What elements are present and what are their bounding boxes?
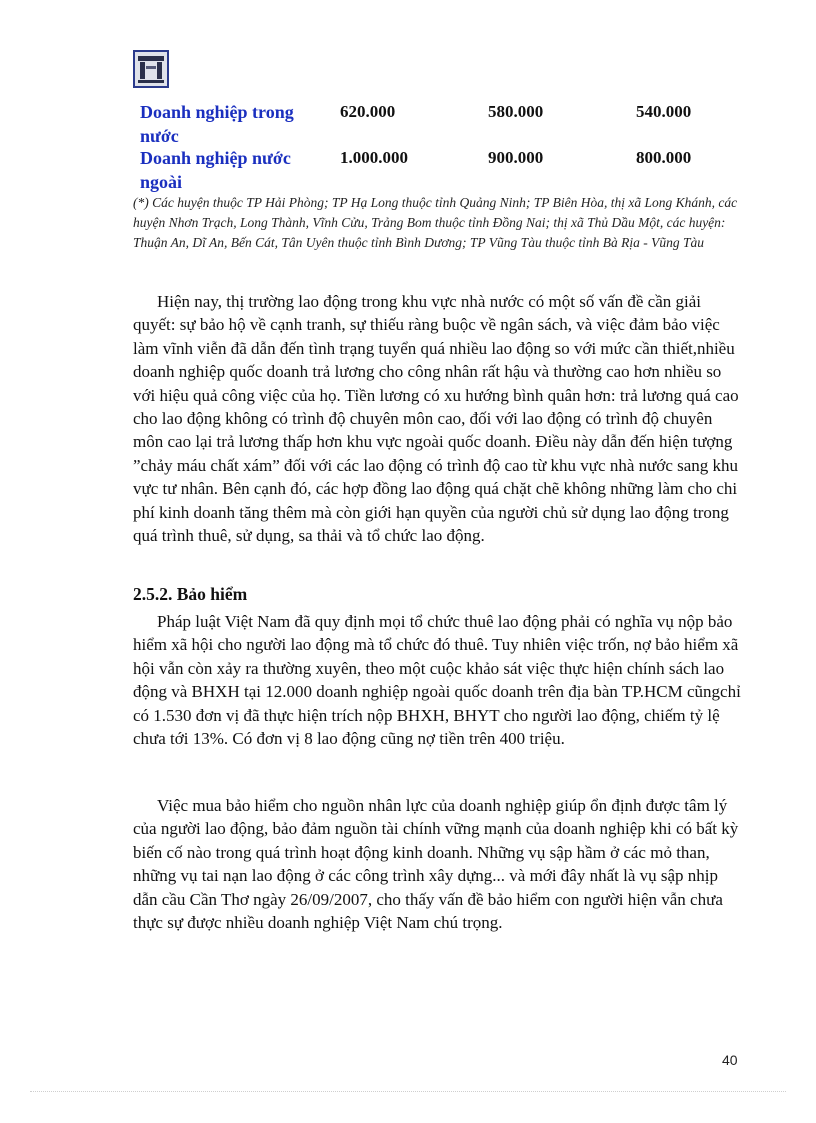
row-value: 800.000 (636, 148, 692, 167)
paragraph: Việc mua bảo hiểm cho nguồn nhân lực của doanh nghiệp giúp ổn định được tâm lý của người lao động, bảo đảm nguồn tài chính vững mạnh của doanh nghiệp khi có bất kỳ biến cố nào trong quá trình hoạt động kinh doanh. Những vụ sập hầm ở các mỏ than, những vụ tai nạn lao động ở các công trình xây dựng... và mới đây nhất là vụ sập nhịp dẫn cầu Cần Thơ ngày 26/09/2007, cho thấy vấn đề bảo hiểm con người hiện vẫn chưa thực sự được nhiều doanh nghiệp Việt Nam chú trọng. (133, 796, 739, 933)
document-logo-icon (133, 50, 169, 88)
page-number: 40 (722, 1052, 738, 1068)
salary-table (140, 100, 760, 192)
table-row (140, 100, 760, 146)
row-value: 1.000.000 (340, 148, 408, 167)
paragraph: Pháp luật Việt Nam đã quy định mọi tổ chức thuê lao động phải có nghĩa vụ nộp bảo hiểm xã hội cho người lao động mà tổ chức đó thuê. Tuy nhiên việc trốn, nợ bảo hiểm xã hội vẫn còn xảy ra thường xuyên, theo một cuộc khảo sát việc thực hiện chính sách lao động và BHXH tại 12.000 doanh nghiệp ngoài quốc doanh trên địa bàn TP.HCM cũngchỉ có 1.530 đơn vị đã thực hiện trích nộp BHXH, BHYT cho người lao động, chiếm tỷ lệ chưa tới 13%. Có đơn vị 8 lao động cũng nợ tiền trên 400 triệu. (133, 612, 741, 749)
table-row (140, 146, 760, 192)
table-footnote: (*) Các huyện thuộc TP Hải Phòng; TP Hạ Long thuộc tỉnh Quảng Ninh; TP Biên Hòa, thị xã Long Khánh, các huyện Nhơn Trạch, Long Thành, Vĩnh Cửu, Trảng Bom thuộc tỉnh Đồng Nai; thị xã Thủ Dầu Một, các huyện: Thuận An, Dĩ An, Bến Cát, Tân Uyên thuộc tỉnh Bình Dương; TP Vũng Tàu thuộc tỉnh Bà Rịa - Vũng Tàu (133, 195, 738, 250)
row-label: Doanh nghiệp trong nước (140, 102, 294, 146)
row-value: 540.000 (636, 102, 692, 121)
paragraph: Hiện nay, thị trường lao động trong khu vực nhà nước có một số vấn đề cần giải quyết: sự bảo hộ về cạnh tranh, sự thiếu ràng buộc về ngân sách, và việc đảm bảo việc làm vĩnh viễn đã dẫn đến tình trạng tuyển quá nhiều lao động so với mức cần thiết,nhiều doanh nghiệp quốc doanh trả lương cho công nhân rất hậu và thường cao hơn nhiều so với hiệu quả công việc của họ. Tiền lương có xu hướng bình quân hơn: trả lương quá cao cho lao động không có trình độ chuyên môn cao, đối với lao động có trình độ chuyên môn cao lại trả lương thấp hơn khu vực ngoài quốc doanh. Điều này dẫn đến hiện tượng ”chảy máu chất xám” đối với các lao động có trình độ cao từ khu vực nhà nước sang khu vực tư nhân. Bên cạnh đó, các hợp đồng lao động quá chặt chẽ không những làm cho chi phí kinh doanh tăng thêm mà còn giới hạn quyền của người chủ sử dụng lao động trong quá trình thuê, sử dụng, sa thải và tổ chức lao động. (133, 292, 739, 546)
row-value: 620.000 (340, 102, 396, 121)
page-footer-divider (30, 1091, 786, 1092)
section-heading: 2.5.2. Bảo hiểm (133, 584, 248, 604)
row-label: Doanh nghiệp nước ngoài (140, 148, 291, 192)
row-value: 580.000 (488, 102, 544, 121)
row-value: 900.000 (488, 148, 544, 167)
